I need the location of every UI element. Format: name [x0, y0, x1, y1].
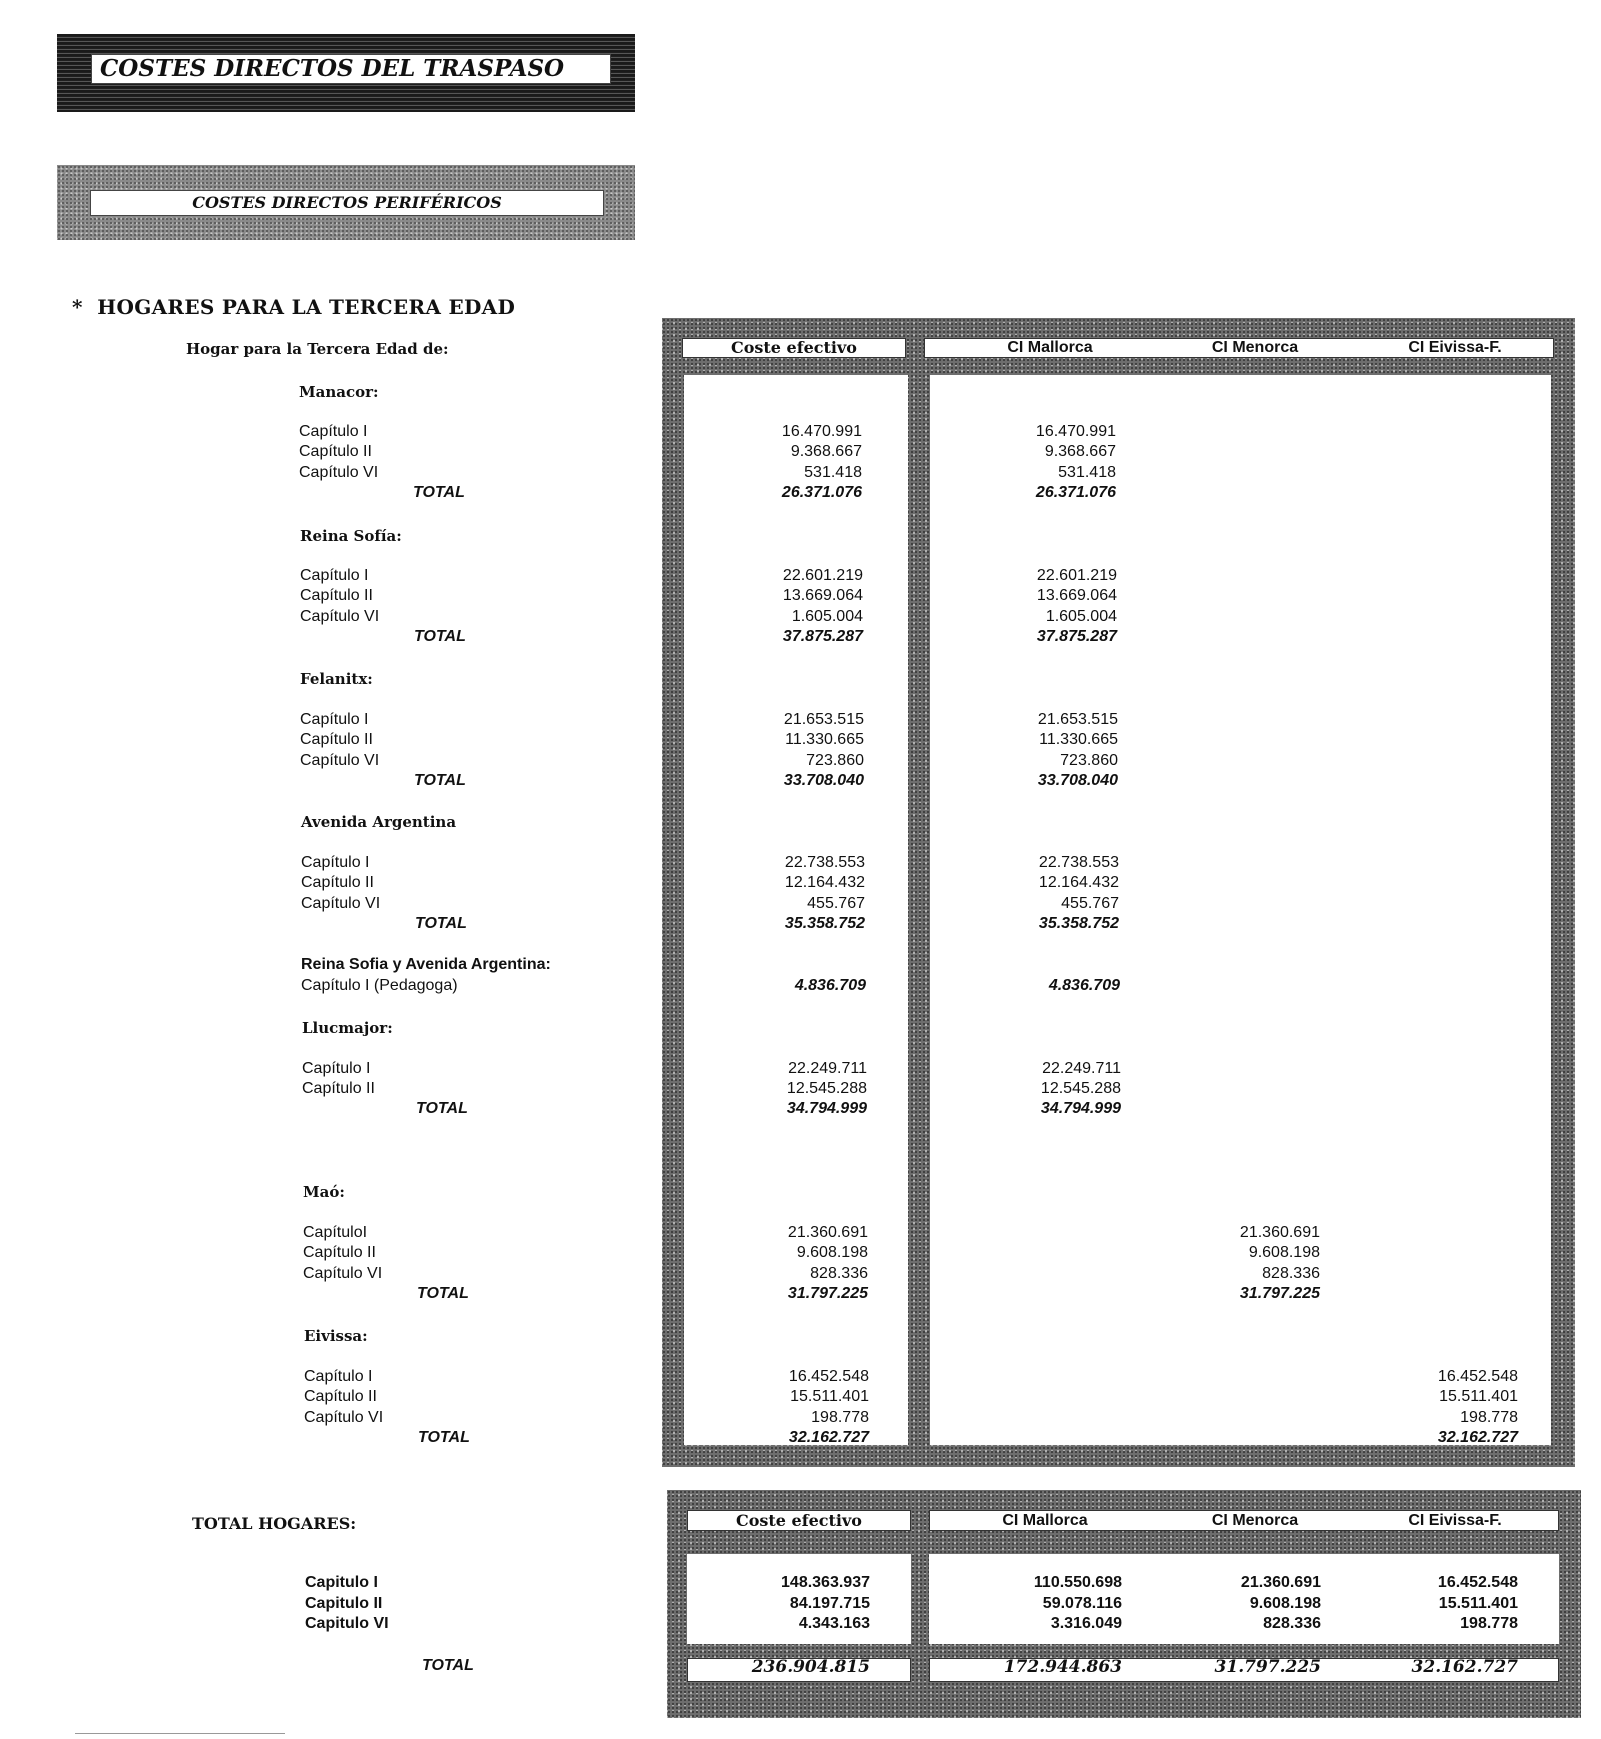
value-mallorca: 11.330.665 — [1039, 731, 1118, 748]
header-ci-mallorca: CI Mallorca — [1007, 339, 1093, 356]
row-label: Capítulo I — [300, 567, 369, 584]
row-label: Capítulo I — [302, 1060, 371, 1077]
header-ci-menorca: CI Menorca — [1211, 339, 1299, 356]
total-mallorca: 33.708.040 — [1037, 772, 1118, 789]
summary-coste: 148.363.937 — [781, 1574, 870, 1591]
value-coste: 455.767 — [807, 895, 865, 912]
total-label: TOTAL — [417, 1285, 469, 1302]
summary-header-eivissa: CI Eivissa-F. — [1408, 1512, 1502, 1529]
section-title: HOGARES PARA LA TERCERA EDAD — [97, 295, 516, 319]
row-label: Capítulo VI — [300, 608, 380, 625]
row-label: CapítuloI — [303, 1224, 368, 1241]
value-coste: 1.605.004 — [791, 608, 863, 625]
total-label: TOTAL — [414, 628, 466, 645]
row-label: Capítulo I — [300, 711, 369, 728]
summary-total-label: TOTAL — [422, 1657, 474, 1674]
page-subtitle: COSTES DIRECTOS PERIFÉRICOS — [90, 190, 604, 216]
group-title-manacor: Manacor: — [299, 383, 379, 401]
summary-header-coste: Coste efectivo — [687, 1510, 911, 1531]
total-label: TOTAL — [416, 1100, 468, 1117]
group-title-mao: Maó: — [303, 1183, 345, 1201]
value-coste: 16.470.991 — [781, 423, 862, 440]
title-banner — [57, 34, 635, 112]
value-coste: 9.368.667 — [790, 443, 862, 460]
total-eivissa: 32.162.727 — [1437, 1429, 1518, 1446]
row-label: Capítulo II — [303, 1244, 376, 1261]
value-coste: 531.418 — [804, 464, 862, 481]
group-title-eivissa: Eivissa: — [304, 1327, 368, 1345]
value-coste: 21.360.691 — [787, 1224, 868, 1241]
total-mallorca: 26.371.076 — [1035, 484, 1116, 501]
pedagoga-mallorca: 4.836.709 — [1048, 977, 1120, 994]
total-coste: 37.875.287 — [782, 628, 863, 645]
group-title-avenida-argentina: Avenida Argentina — [301, 813, 457, 831]
value-coste: 198.778 — [811, 1409, 869, 1426]
value-mallorca: 9.368.667 — [1044, 443, 1116, 460]
value-coste: 723.860 — [806, 752, 864, 769]
value-coste: 12.164.432 — [784, 874, 865, 891]
summary-coste: 84.197.715 — [789, 1595, 870, 1612]
grand-total-coste: 236.904.815 — [751, 1657, 870, 1677]
summary-header-mallorca: CI Mallorca — [1002, 1512, 1088, 1529]
total-mallorca: 35.358.752 — [1038, 915, 1119, 932]
summary-eivissa: 198.778 — [1460, 1615, 1518, 1632]
value-menorca: 828.336 — [1262, 1265, 1320, 1282]
summary-menorca: 21.360.691 — [1240, 1574, 1321, 1591]
total-mallorca: 34.794.999 — [1040, 1100, 1121, 1117]
total-coste: 34.794.999 — [786, 1100, 867, 1117]
summary-mallorca: 110.550.698 — [1033, 1574, 1122, 1591]
summary-menorca: 9.608.198 — [1249, 1595, 1321, 1612]
value-eivissa: 15.511.401 — [1439, 1388, 1518, 1405]
summary-row-label: Capitulo II — [305, 1595, 383, 1612]
total-coste: 32.162.727 — [788, 1429, 869, 1446]
total-mallorca: 37.875.287 — [1036, 628, 1117, 645]
row-label: Capítulo I — [304, 1368, 373, 1385]
value-coste: 22.738.553 — [784, 854, 865, 871]
value-mallorca: 13.669.064 — [1036, 587, 1117, 604]
row-label: Capítulo II — [300, 587, 373, 604]
value-coste: 22.249.711 — [788, 1060, 867, 1077]
summary-row-label: Capitulo I — [305, 1574, 378, 1591]
value-coste: 11.330.665 — [785, 731, 864, 748]
value-mallorca: 12.164.432 — [1038, 874, 1119, 891]
row-label: Capítulo VI — [301, 895, 381, 912]
summary-menorca: 828.336 — [1263, 1615, 1321, 1632]
subtitle-banner — [57, 165, 635, 240]
summary-eivissa: 15.511.401 — [1438, 1595, 1518, 1612]
header-ci-group — [924, 338, 1554, 358]
value-coste: 9.608.198 — [796, 1244, 868, 1261]
total-label: TOTAL — [415, 915, 467, 932]
row-label: Capítulo II — [299, 443, 372, 460]
row-label: Capítulo VI — [300, 752, 380, 769]
row-label: Capítulo II — [300, 731, 373, 748]
total-menorca: 31.797.225 — [1239, 1285, 1320, 1302]
value-coste: 15.511.401 — [790, 1388, 869, 1405]
group-title-reina-sofia: Reina Sofía: — [300, 527, 402, 545]
total-label: TOTAL — [418, 1429, 470, 1446]
summary-mallorca: 3.316.049 — [1050, 1615, 1122, 1632]
row-label: Capítulo VI — [303, 1265, 383, 1282]
value-eivissa: 16.452.548 — [1437, 1368, 1518, 1385]
summary-eivissa: 16.452.548 — [1437, 1574, 1518, 1591]
value-mallorca: 531.418 — [1058, 464, 1116, 481]
value-coste: 12.545.288 — [786, 1080, 867, 1097]
total-label: TOTAL — [413, 484, 465, 501]
row-label: Capítulo I — [301, 854, 370, 871]
grand-total-menorca: 31.797.225 — [1214, 1657, 1321, 1677]
row-label: Capítulo II — [301, 874, 374, 891]
total-label: TOTAL — [414, 772, 466, 789]
value-coste: 16.452.548 — [788, 1368, 869, 1385]
total-coste: 33.708.040 — [783, 772, 864, 789]
row-label: Capítulo I — [299, 423, 368, 440]
summary-header-ci-group — [929, 1510, 1559, 1531]
value-eivissa: 198.778 — [1460, 1409, 1518, 1426]
summary-header-menorca: CI Menorca — [1211, 1512, 1299, 1529]
row-label: Capítulo VI — [304, 1409, 384, 1426]
page-title: COSTES DIRECTOS DEL TRASPASO — [91, 54, 611, 84]
row-label: Capítulo II — [304, 1388, 377, 1405]
header-ci-eivissa: CI Eivissa-F. — [1408, 339, 1502, 356]
value-mallorca: 22.601.219 — [1036, 567, 1117, 584]
value-menorca: 9.608.198 — [1248, 1244, 1320, 1261]
row-label: Capítulo VI — [299, 464, 379, 481]
total-coste: 26.371.076 — [781, 484, 862, 501]
footer-rule — [75, 1733, 285, 1734]
total-coste: 35.358.752 — [784, 915, 865, 932]
row-label: Capítulo II — [302, 1080, 375, 1097]
value-mallorca: 16.470.991 — [1035, 423, 1116, 440]
value-coste: 828.336 — [810, 1265, 868, 1282]
section-heading — [72, 295, 515, 319]
value-coste: 22.601.219 — [782, 567, 863, 584]
summary-row-label: Capitulo VI — [305, 1615, 389, 1632]
value-mallorca: 22.249.711 — [1042, 1060, 1121, 1077]
value-mallorca: 21.653.515 — [1037, 711, 1118, 728]
pedagoga-coste: 4.836.709 — [794, 977, 866, 994]
value-mallorca: 12.545.288 — [1040, 1080, 1121, 1097]
value-menorca: 21.360.691 — [1239, 1224, 1320, 1241]
total-coste: 31.797.225 — [787, 1285, 868, 1302]
value-coste: 21.653.515 — [783, 711, 864, 728]
pedagoga-title: Reina Sofia y Avenida Argentina: — [301, 956, 551, 973]
summary-coste: 4.343.163 — [798, 1615, 870, 1632]
grand-total-eivissa: 32.162.727 — [1411, 1657, 1518, 1677]
group-title-llucmajor: Llucmajor: — [302, 1019, 393, 1037]
section-bullet: * — [72, 295, 83, 319]
value-mallorca: 723.860 — [1060, 752, 1118, 769]
value-coste: 13.669.064 — [782, 587, 863, 604]
group-title-felanitx: Felanitx: — [300, 670, 373, 688]
summary-mallorca: 59.078.116 — [1042, 1595, 1122, 1612]
value-mallorca: 1.605.004 — [1045, 608, 1117, 625]
grand-total-mallorca: 172.944.863 — [1003, 1657, 1122, 1677]
total-hogares-title: TOTAL HOGARES: — [192, 1514, 357, 1533]
pedagoga-label: Capítulo I (Pedagoga) — [301, 977, 458, 994]
value-mallorca: 22.738.553 — [1038, 854, 1119, 871]
hogar-label: Hogar para la Tercera Edad de: — [186, 340, 449, 358]
value-mallorca: 455.767 — [1061, 895, 1119, 912]
header-coste-efectivo: Coste efectivo — [682, 338, 906, 358]
